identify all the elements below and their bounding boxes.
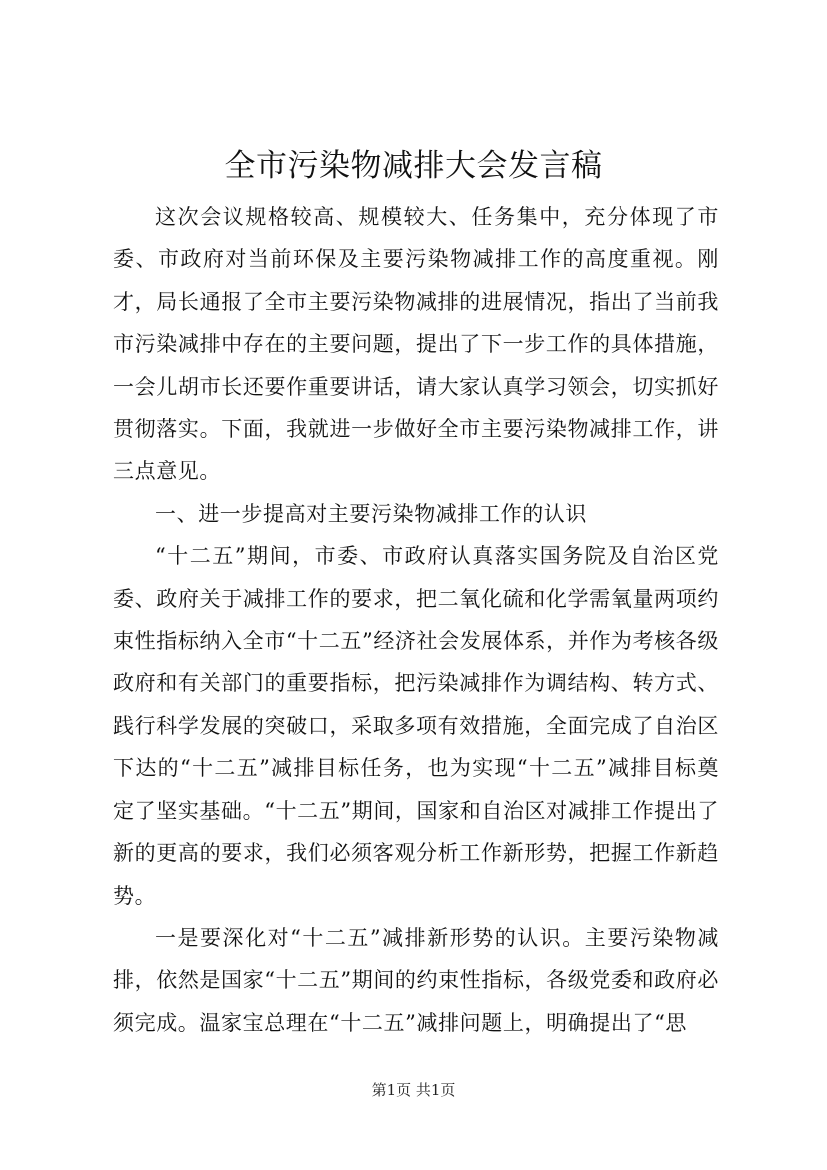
paragraph-context: “十二五”期间，市委、市政府认真落实国务院及自治区党委、政府关于减排工作的要求，把二氧化硫和化学需氧量两项约束性指标纳入全市“十二五”经济社会发展体系，并作为考核各级政府和有关部门的重要指标，把污染减排作为调结构、转方式、践行科学发展的突破口，采取多项有效措施，全面完成了自治区下达的“十二五”减排目标任务，也为实现“十二五”减排目标奠定了坚实基础。“十二五”期间，国家和自治区对减排工作提出了新的更高的要求，我们必须客观分析工作新形势，把握工作新趋势。 [113, 544, 719, 908]
document-title: 全市污染物减排大会发言稿 [224, 148, 603, 184]
paragraph-intro: 这次会议规格较高、规模较大、任务集中，充分体现了市委、市政府对当前环保及主要污染物减排工作的高度重视。刚才，局长通报了全市主要污染物减排的进展情况，指出了当前我市污染减排中存在的主要问题，提出了下一步工作的具体措施，一会儿胡市长还要作重要讲话，请大家认真学习领会，切实抓好贯彻落实。下面，我就进一步做好全市主要污染物减排工作，讲三点意见。 [113, 205, 719, 484]
page-footer: 第1页 共1页 [371, 1081, 456, 1099]
section-heading-1: 一、进一步提高对主要污染物减排工作的认识 [155, 501, 587, 526]
paragraph-point-1: 一是要深化对“十二五”减排新形势的认识。主要污染物减排，依然是国家“十二五”期间的约束性指标，各级党委和政府必须完成。温家宝总理在“十二五”减排问题上，明确提出了“思 [113, 925, 719, 1035]
document-body [113, 196, 719, 1044]
